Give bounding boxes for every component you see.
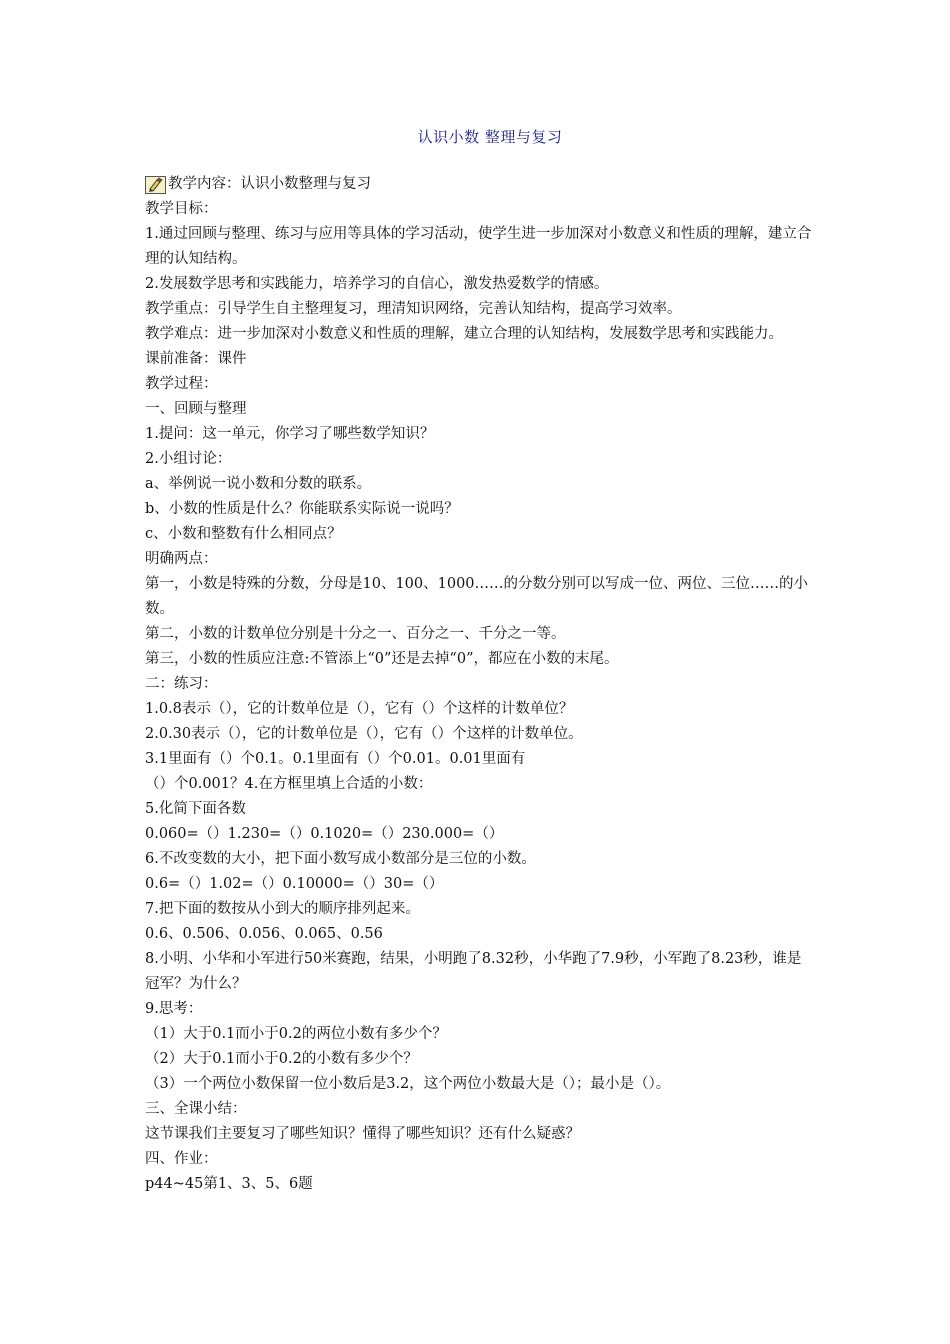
discussion-c: c、小数和整数有什么相同点？ <box>145 526 342 542</box>
question-1: 1.提问：这一单元，你学习了哪些数学知识？ <box>145 426 435 442</box>
document-body <box>145 172 815 1197</box>
discussion-b: b、小数的性质是什么？你能联系实际说一说吗？ <box>145 501 459 517</box>
section-4-heading: 四、作业： <box>145 1151 218 1167</box>
difficult-point: 教学难点：进一步加深对小数意义和性质的理解，建立合理的认知结构，发展数学思考和实践能力。 <box>145 326 783 342</box>
exercise-6-items: 0.6=（）1.02=（）0.10000=（）30=（） <box>145 876 444 892</box>
clarify-third: 第三，小数的性质应注意:不管添上“0”还是去掉“0”，都应在小数的末尾。 <box>145 651 619 667</box>
exercise-7: 7.把下面的数按从小到大的顺序排列起来。 <box>145 901 420 917</box>
exercise-3-cont: （）个0.001？4.在方框里填上合适的小数： <box>145 776 433 792</box>
think-2: （2）大于0.1而小于0.2的小数有多少个？ <box>145 1051 418 1067</box>
clarify-second: 第二，小数的计数单位分别是十分之一、百分之一、千分之一等。 <box>145 626 566 642</box>
teaching-content: 教学内容：认识小数整理与复习 <box>168 176 371 192</box>
section-1-heading: 一、回顾与整理 <box>145 401 247 417</box>
exercise-8: 8.小明、小华和小军进行50米赛跑，结果，小明跑了8.32秒，小华跑了7.9秒，小军跑了8.23秒，谁是冠军？为什么？ <box>145 951 802 992</box>
exercise-5: 5.化简下面各数 <box>145 801 246 817</box>
key-point: 教学重点：引导学生自主整理复习，理清知识网络，完善认知结构，提高学习效率。 <box>145 301 682 317</box>
process-heading: 教学过程： <box>145 376 218 392</box>
exercise-2: 2.0.30表示（），它的计数单位是（），它有（）个这样的计数单位。 <box>145 726 583 742</box>
clarify-heading: 明确两点： <box>145 551 218 567</box>
exercise-6: 6.不改变数的大小，把下面小数写成小数部分是三位的小数。 <box>145 851 536 867</box>
summary: 这节课我们主要复习了哪些知识？懂得了哪些知识？还有什么疑惑？ <box>145 1126 580 1142</box>
preparation: 课前准备：课件 <box>145 351 247 367</box>
document-icon <box>145 176 166 194</box>
section-2-heading: 二：练习： <box>145 676 218 692</box>
group-discussion: 2.小组讨论： <box>145 451 232 467</box>
exercise-1: 1.0.8表示（），它的计数单位是（），它有（）个这样的计数单位？ <box>145 701 574 717</box>
section-3-heading: 三、全课小结： <box>145 1101 247 1117</box>
exercise-7-items: 0.6、0.506、0.056、0.065、0.56 <box>145 926 383 942</box>
discussion-a: a、举例说一说小数和分数的联系。 <box>145 476 372 492</box>
page-title: 认识小数 整理与复习 <box>417 128 563 146</box>
objectives-heading: 教学目标： <box>145 201 218 217</box>
think-1: （1）大于0.1而小于0.2的两位小数有多少个？ <box>145 1026 447 1042</box>
exercise-5-items: 0.060=（）1.230=（）0.1020=（）230.000=（） <box>145 826 504 842</box>
teaching-content-line <box>145 172 815 197</box>
clarify-first: 第一，小数是特殊的分数，分母是10、100、1000……的分数分别可以写成一位、两位、三位……的小数。 <box>145 576 809 617</box>
objective-2: 2.发展数学思考和实践能力，培养学习的自信心，激发热爱数学的情感。 <box>145 276 609 292</box>
exercise-3: 3.1里面有（）个0.1。0.1里面有（）个0.01。0.01里面有 <box>145 751 526 767</box>
objective-1: 1.通过回顾与整理、练习与应用等具体的学习活动，使学生进一步加深对小数意义和性质的理解，建立合理的认知结构。 <box>145 226 812 267</box>
exercise-9: 9.思考： <box>145 1001 203 1017</box>
homework: p44~45第1、3、5、6题 <box>145 1176 313 1192</box>
think-3: （3）一个两位小数保留一位小数后是3.2，这个两位小数最大是（）；最小是（）。 <box>145 1076 671 1092</box>
